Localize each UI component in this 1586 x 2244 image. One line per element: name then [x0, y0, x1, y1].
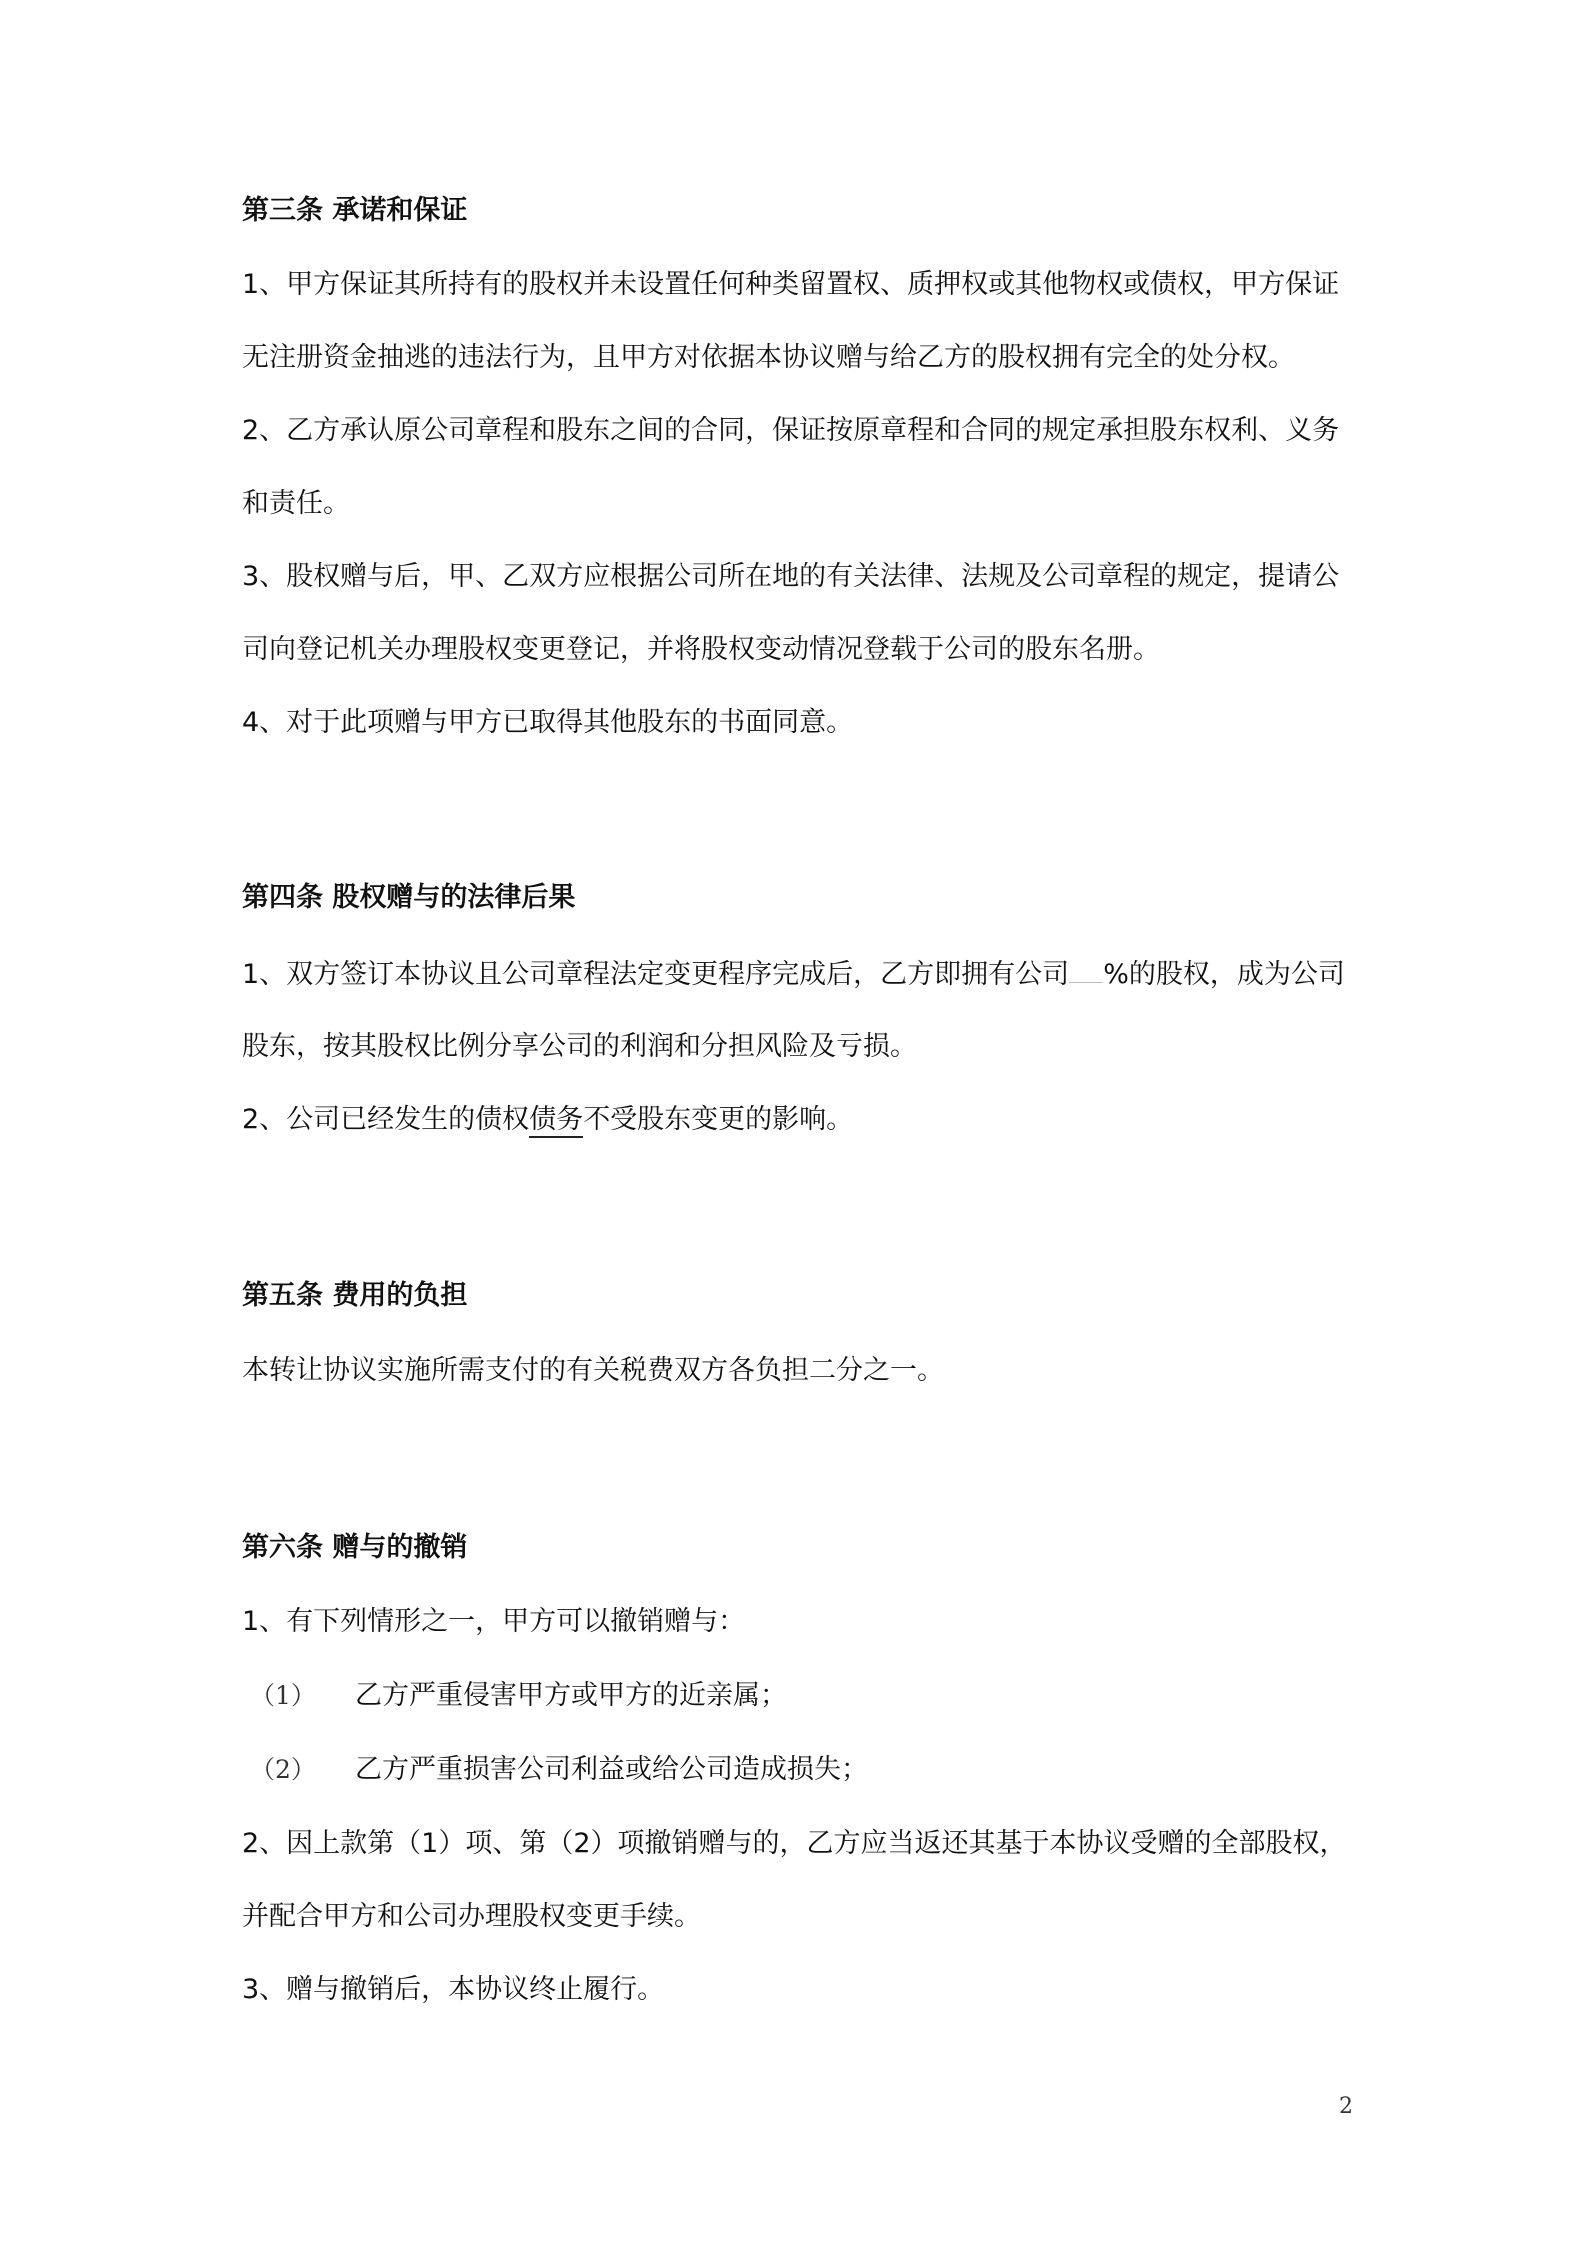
section-4-paragraph-1-text-a: 1、双方签订本协议且公司章程法定变更程序完成后，乙方即拥有公司: [242, 959, 1070, 990]
section-3-paragraph-1-line-1: 1、甲方保证其所持有的股权并未设置任何种类留置权、质押权或其他物权或债权，甲方保证: [242, 269, 1340, 300]
section-6-paragraph-1: 1、有下列情形之一，甲方可以撤销赠与：: [242, 1606, 746, 1637]
underlined-term: 债务: [529, 1104, 583, 1138]
section-6-paragraph-2-line-2: 并配合甲方和公司办理股权变更手续。: [242, 1901, 701, 1932]
section-4-heading: 第四条 股权赠与的法律后果: [242, 882, 576, 913]
section-3-heading: 第三条 承诺和保证: [242, 195, 468, 226]
section-3-paragraph-2-line-2: 和责任。: [242, 488, 350, 519]
section-4-paragraph-2-text-a: 2、公司已经发生的债权: [242, 1104, 530, 1135]
section-4-paragraph-1-line-2: 股东，按其股权比例分享公司的利润和分担风险及亏损。: [242, 1031, 917, 1062]
section-4-paragraph-2: [242, 1102, 853, 1138]
section-4-paragraph-2-text-c: 不受股东变更的影响。: [583, 1104, 854, 1135]
section-5-heading: 第五条 费用的负担: [242, 1280, 468, 1311]
section-4-paragraph-1-line-1: [242, 956, 1345, 993]
section-6-item-2-text: 乙方严重损害公司利益或给公司造成损失；: [355, 1754, 868, 1785]
section-6-paragraph-3: 3、赠与撤销后，本协议终止履行。: [242, 1974, 665, 2005]
section-3-paragraph-2-line-1: 2、乙方承认原公司章程和股东之间的合同，保证按原章程和合同的规定承担股东权利、义务: [242, 415, 1340, 446]
section-6-paragraph-2-line-1: 2、因上款第（1）项、第（2）项撤销赠与的，乙方应当返还其基于本协议受赠的全部股权，: [242, 1828, 1347, 1859]
section-6-item-1-number: （1）: [250, 1681, 316, 1710]
section-6-heading: 第六条 赠与的撤销: [242, 1532, 468, 1563]
section-3-paragraph-3-line-1: 3、股权赠与后，甲、乙双方应根据公司所在地的有关法律、法规及公司章程的规定，提请公: [242, 561, 1340, 592]
section-6-item-2-number: （2）: [250, 1755, 316, 1784]
section-3-paragraph-1-line-2: 无注册资金抽逃的违法行为，且甲方对依据本协议赠与给乙方的股权拥有完全的处分权。: [242, 342, 1295, 373]
section-5-paragraph-1: 本转让协议实施所需支付的有关税费双方各负担二分之一。: [242, 1355, 944, 1386]
section-3-paragraph-3-line-2: 司向登记机关办理股权变更登记，并将股权变动情况登载于公司的股东名册。: [242, 634, 1160, 665]
section-3-paragraph-4: 4、对于此项赠与甲方已取得其他股东的书面同意。: [242, 707, 854, 738]
section-4-paragraph-1-text-b: %的股权，成为公司: [1103, 959, 1345, 990]
section-6-item-1-text: 乙方严重侵害甲方或甲方的近亲属；: [355, 1680, 787, 1711]
page-number: 2: [1339, 2094, 1353, 2119]
percentage-blank: [1069, 956, 1103, 983]
